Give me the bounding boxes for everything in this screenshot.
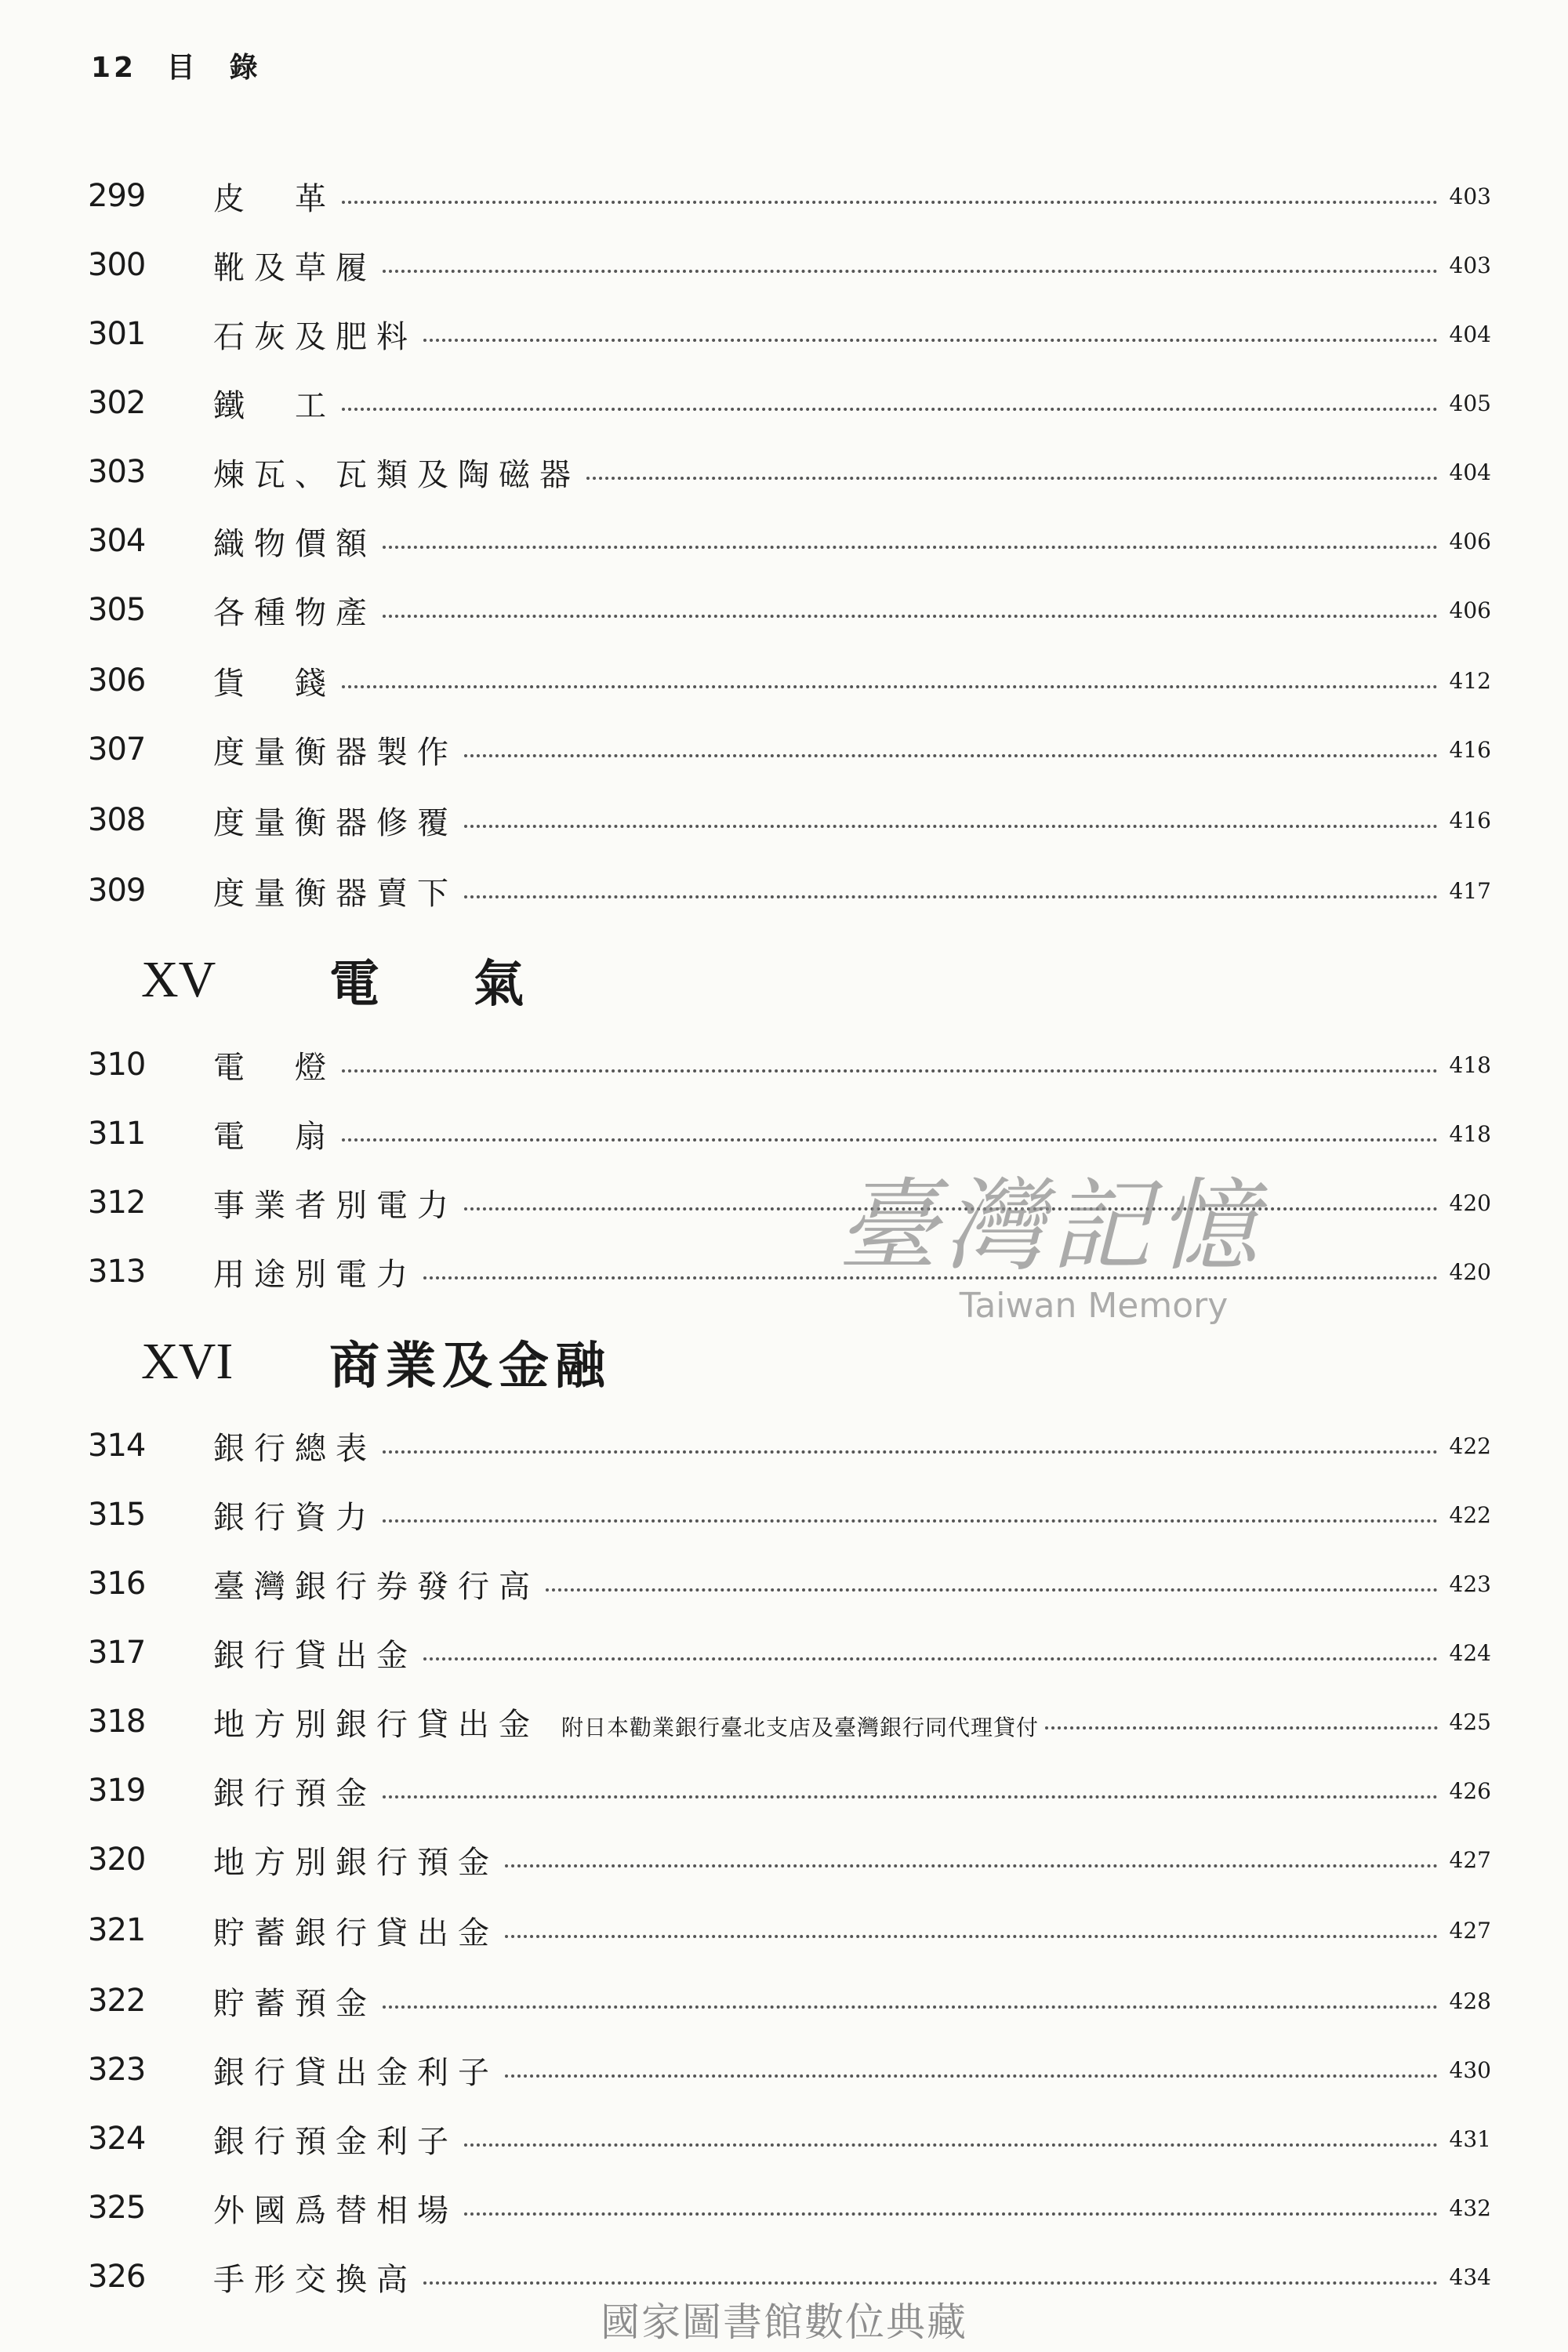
entry-title: 銀行貸出金利子 xyxy=(213,2054,499,2091)
section-heading-xv xyxy=(141,945,618,1015)
entry-page: 416 xyxy=(1449,807,1491,833)
entry-page: 404 xyxy=(1449,321,1491,347)
entry-page: 427 xyxy=(1449,1846,1491,1873)
entry-number: 323 xyxy=(88,2052,146,2088)
toc-entry[interactable] xyxy=(88,1977,1491,2024)
entry-number: 322 xyxy=(88,1983,146,2019)
dot-leader xyxy=(546,1588,1438,1592)
entry-number: 307 xyxy=(88,731,146,768)
toc-entry[interactable] xyxy=(88,1110,1491,1157)
entry-title: 銀行預金 xyxy=(213,1775,376,1812)
entry-number: 318 xyxy=(88,1704,146,1740)
entry-title: 貨 錢 xyxy=(213,665,336,702)
dot-leader xyxy=(383,2005,1438,2009)
entry-page: 422 xyxy=(1449,1501,1491,1528)
entry-title: 臺灣銀行券發行高 xyxy=(213,1568,539,1605)
entry-number: 303 xyxy=(88,454,146,490)
dot-leader xyxy=(464,754,1438,757)
entry-page: 422 xyxy=(1449,1432,1491,1459)
entry-number: 315 xyxy=(88,1497,146,1533)
entry-number: 304 xyxy=(88,523,146,559)
entry-title: 度量衡器賣下 xyxy=(213,875,458,912)
entry-number: 324 xyxy=(88,2121,146,2157)
section-title: 商業及金融 xyxy=(329,1337,612,1396)
entry-title: 地方別銀行預金 xyxy=(213,1844,499,1881)
entry-title: 煉瓦、瓦類及陶磁器 xyxy=(213,456,580,493)
entry-title: 度量衡器修覆 xyxy=(213,804,458,841)
entry-title: 鐵 工 xyxy=(213,387,336,424)
dot-leader xyxy=(383,546,1438,549)
entry-title: 貯蓄預金 xyxy=(213,1985,376,2022)
dot-leader xyxy=(423,2281,1438,2285)
entry-page: 403 xyxy=(1449,183,1491,209)
toc-entry[interactable] xyxy=(88,172,1491,220)
entry-title: 銀行總表 xyxy=(213,1430,376,1467)
toc-entry[interactable] xyxy=(88,448,1491,495)
entry-page: 406 xyxy=(1449,597,1491,623)
dot-leader xyxy=(342,408,1438,411)
toc-entry[interactable] xyxy=(88,1560,1491,1607)
entry-number: 299 xyxy=(88,178,146,214)
entry-title: 貯蓄銀行貸出金 xyxy=(213,1915,499,1951)
toc-entry[interactable] xyxy=(88,310,1491,358)
entry-title xyxy=(213,1700,1039,1744)
toc-entry[interactable] xyxy=(88,1836,1491,1883)
entry-title: 銀行預金利子 xyxy=(213,2123,458,2160)
entry-number: 320 xyxy=(88,1842,146,1878)
entry-title: 各種物產 xyxy=(213,594,376,631)
entry-subtitle: 附日本勸業銀行臺北支店及臺灣銀行同代理貸付 xyxy=(561,1714,1040,1740)
entry-number: 314 xyxy=(88,1428,146,1464)
toc-entry[interactable] xyxy=(88,2115,1491,2162)
entry-number: 313 xyxy=(88,1254,146,1290)
section-number: XV xyxy=(141,951,216,1008)
toc-entry[interactable] xyxy=(88,2184,1491,2231)
dot-leader xyxy=(464,2143,1438,2147)
entry-title: 靴及草履 xyxy=(213,249,376,286)
toc-entry[interactable] xyxy=(88,1041,1491,1088)
entry-page: 427 xyxy=(1449,1917,1491,1944)
section-title: 電氣 xyxy=(329,955,618,1014)
dot-leader xyxy=(342,685,1438,688)
entry-number: 302 xyxy=(88,385,146,421)
toc-entry[interactable] xyxy=(88,241,1491,289)
toc-entry[interactable] xyxy=(88,867,1491,914)
toc-entry[interactable] xyxy=(88,797,1491,844)
entry-number: 306 xyxy=(88,662,146,699)
entry-title: 度量衡器製作 xyxy=(213,734,458,771)
entry-title: 石灰及肥料 xyxy=(213,318,417,355)
entry-page: 418 xyxy=(1449,1120,1491,1147)
entry-page: 432 xyxy=(1449,2194,1491,2221)
entry-number: 326 xyxy=(88,2259,146,2295)
entry-number: 305 xyxy=(88,592,146,628)
toc-entry[interactable] xyxy=(88,726,1491,773)
entry-page: 431 xyxy=(1449,2125,1491,2152)
entry-title: 銀行資力 xyxy=(213,1499,376,1536)
entry-title: 銀行貸出金 xyxy=(213,1637,417,1674)
entry-page: 412 xyxy=(1449,667,1491,694)
entry-title-main: 地方別銀行貸出金 xyxy=(213,1706,539,1743)
dot-leader xyxy=(423,1657,1438,1661)
entry-title: 皮 革 xyxy=(213,180,336,217)
entry-page: 425 xyxy=(1449,1708,1491,1735)
entry-number: 319 xyxy=(88,1773,146,1809)
entry-page: 426 xyxy=(1449,1777,1491,1804)
toc-entry[interactable] xyxy=(88,1422,1491,1469)
entry-page: 430 xyxy=(1449,2056,1491,2083)
toc-entry[interactable] xyxy=(88,657,1491,704)
footer-watermark: 國家圖書館數位典藏 xyxy=(601,2299,967,2345)
toc-entry[interactable] xyxy=(88,2046,1491,2093)
dot-leader xyxy=(505,2074,1438,2078)
dot-leader xyxy=(505,1864,1438,1867)
entry-number: 312 xyxy=(88,1185,146,1221)
entry-title: 外國爲替相場 xyxy=(213,2192,458,2229)
entry-number: 308 xyxy=(88,802,146,838)
entry-title: 事業者別電力 xyxy=(213,1187,458,1224)
toc-entry[interactable] xyxy=(88,379,1491,426)
entry-title: 手形交換高 xyxy=(213,2261,417,2298)
entry-number: 301 xyxy=(88,316,146,352)
section-number: XVI xyxy=(141,1333,234,1390)
entry-number: 321 xyxy=(88,1912,146,1948)
entry-number: 316 xyxy=(88,1566,146,1602)
dot-leader xyxy=(383,615,1438,618)
entry-page: 420 xyxy=(1449,1189,1491,1216)
entry-page: 418 xyxy=(1449,1051,1491,1078)
dot-leader xyxy=(464,895,1438,898)
section-heading-xvi xyxy=(141,1327,612,1397)
watermark xyxy=(800,1168,1301,1372)
page-number: 12 xyxy=(91,52,137,84)
entry-page: 420 xyxy=(1449,1258,1491,1285)
entry-title: 用途別電力 xyxy=(213,1256,417,1293)
entry-title: 織物價額 xyxy=(213,525,376,562)
entry-title: 電 燈 xyxy=(213,1049,336,1086)
entry-page: 424 xyxy=(1449,1639,1491,1666)
dot-leader xyxy=(342,1069,1438,1073)
entry-page: 404 xyxy=(1449,459,1491,485)
dot-leader xyxy=(586,477,1438,480)
entry-page: 434 xyxy=(1449,2263,1491,2290)
dot-leader xyxy=(342,201,1438,204)
toc-entry[interactable] xyxy=(88,586,1491,633)
entry-number: 325 xyxy=(88,2190,146,2226)
dot-leader xyxy=(383,270,1438,273)
dot-leader xyxy=(464,825,1438,828)
entry-title: 電 扇 xyxy=(213,1118,336,1155)
dot-leader xyxy=(342,1138,1438,1142)
entry-number: 300 xyxy=(88,247,146,283)
dot-leader xyxy=(383,1795,1438,1798)
entry-number: 311 xyxy=(88,1116,146,1152)
entry-number: 310 xyxy=(88,1047,146,1083)
toc-entry[interactable] xyxy=(88,517,1491,564)
dot-leader xyxy=(505,1935,1438,1938)
entry-number: 317 xyxy=(88,1635,146,1671)
page-header-title: 目 錄 xyxy=(166,52,261,84)
toc-entry[interactable] xyxy=(88,1698,1491,1745)
watermark-chinese: 臺灣記憶 xyxy=(837,1168,1264,1285)
entry-page: 416 xyxy=(1449,736,1491,763)
toc-entry[interactable] xyxy=(88,1491,1491,1538)
entry-page: 405 xyxy=(1449,390,1491,416)
dot-leader xyxy=(1045,1726,1438,1730)
entry-page: 428 xyxy=(1449,1987,1491,2014)
toc-entry[interactable] xyxy=(88,1629,1491,1676)
toc-entry[interactable] xyxy=(88,1767,1491,1814)
entry-page: 417 xyxy=(1449,877,1491,904)
entry-number: 309 xyxy=(88,873,146,909)
dot-leader xyxy=(383,1519,1438,1523)
dot-leader xyxy=(464,2212,1438,2216)
dot-leader xyxy=(383,1450,1438,1454)
entry-page: 406 xyxy=(1449,528,1491,554)
toc-entry[interactable] xyxy=(88,1907,1491,1954)
watermark-english: Taiwan Memory xyxy=(959,1286,1229,1326)
dot-leader xyxy=(423,339,1438,342)
entry-page: 403 xyxy=(1449,252,1491,278)
entry-page: 423 xyxy=(1449,1570,1491,1597)
